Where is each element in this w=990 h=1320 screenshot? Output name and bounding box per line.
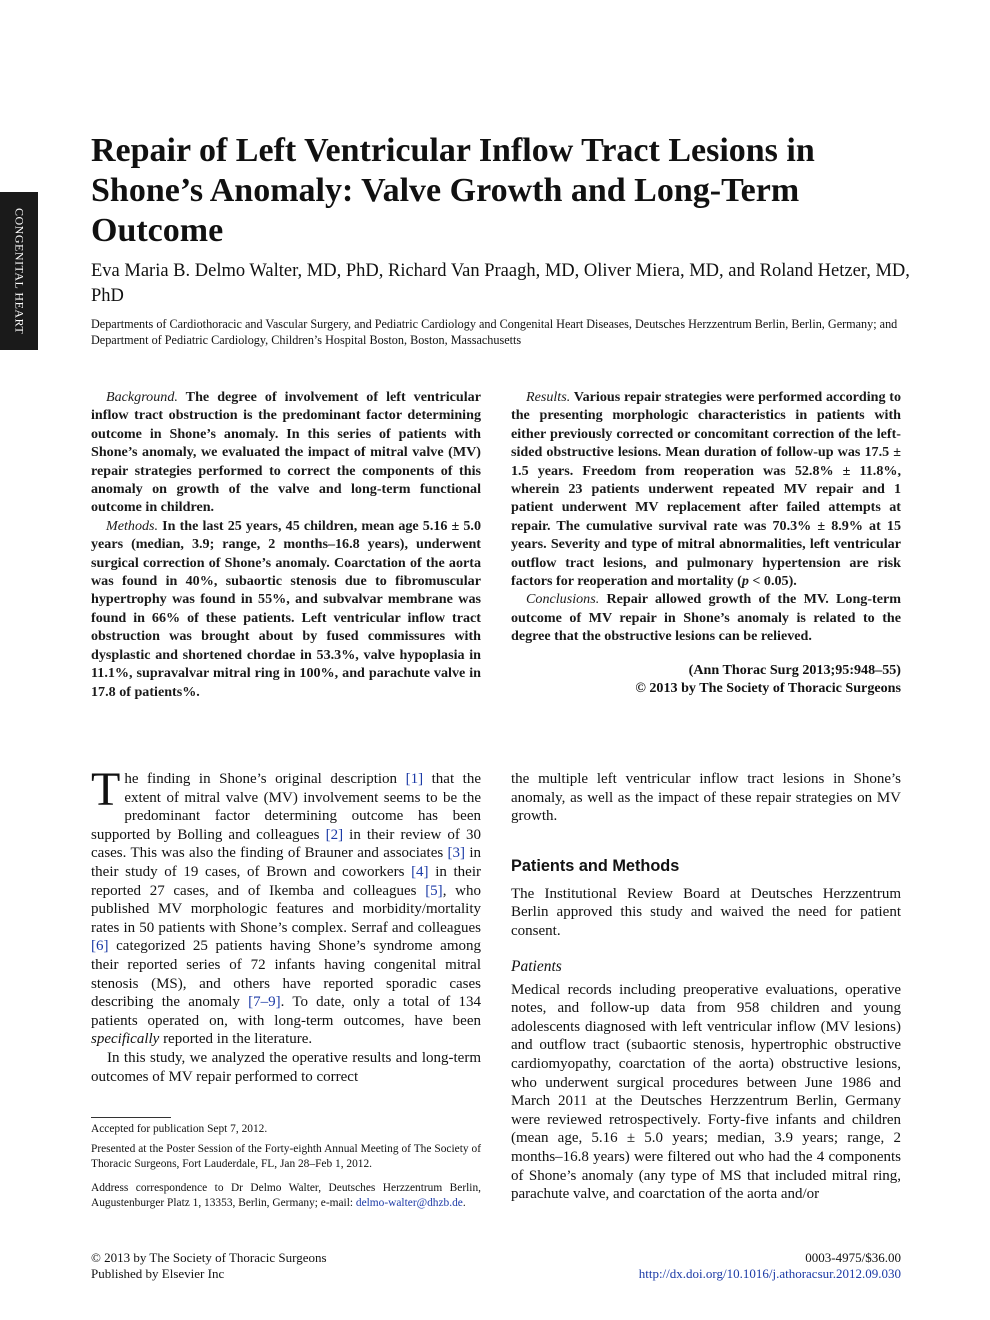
irb-paragraph: The Institutional Review Board at Deutsches Herzzentrum Berlin approved this study and waived the need for patient consent. [511,885,901,939]
results-text: Various repair strategies were performed according to the presenting morphologic characteristics in patients with either previously corrected or concomitant correction of the left-sided obstructive lesions. Mean duration of follow-up was 17.5 ± 1.5 years. Freedom from reoperation was 52.8% ± 11.8%, wherein 23 patients underwent repeated MV repair and 1 patient underwent MV replacement after failed attempts at repair. The cumulative survival rate was 70.3% ± 8.9% at 15 years. Severity and type of mitral abnormalities, left ventricular outflow tract lesions, and pulmonary hypertension are risk factors for reoperation and mortality ( [511,389,901,590]
citation-block [511,661,901,698]
conclusions-text: Repair allowed growth of the MV. Long-term outcome of MV repair in Shone’s anomaly is related to the degree that the obstructive lesions can be relieved. [511,591,901,645]
footer-issn: 0003-4975/$36.00 [805,1250,901,1265]
body-right-column [511,770,901,1204]
intro-paragraph-1: The finding in Shone’s original description [1] that the extent of mitral valve (MV) involvement seems to be the predominant factor determining outcome has been supported by Bolling and colleagues [2] in their review of 30 cases. This was also the finding of Brauner and associates [3] in their study of 19 cases, of Brown and coworkers [4] in their reported 27 cases, and of Ikemba and colleagues [5], who published MV morphologic features and morbidity/mortality rates in 50 patients with Shone’s complex. Serraf and colleagues [6] categorized 25 patients having Shone’s syndrome among their reported series of 72 infants having congenital mitral stenosis (MS), and others have reported sporadic cases describing the anomaly [7–9]. To date, only a total of 134 patients operated on, with long-term outcomes, have been specifically reported in the literature. [91,763,481,1048]
ref-link-4[interactable]: [4] [411,863,429,880]
abstract-conclusions [511,590,901,645]
article-title: Repair of Left Ventricular Inflow Tract Lesions in Shone’s Anomaly: Valve Growth and Long-Term Outcome [91,132,815,249]
doi-link[interactable]: http://dx.doi.org/10.1016/j.athoracsur.2012.09.030 [638,1266,901,1281]
intro-paragraph-2: In this study, we analyzed the operative results and long-term outcomes of MV repair performed to correct [91,1049,481,1085]
patients-paragraph: Medical records including preoperative evaluations, operative notes, and follow-up data from 958 children and young adolescents diagnosed with left ventricular inflow (MV lesions) and outflow tract (subaortic stenosis, hypertrophic obstructive cardiomyopathy, coarctation of the aorta) obstructive lesions, who underwent surgical procedures between June 1986 and March 2011 at the Deutsches Herzzentrum Berlin, Germany were reviewed retrospectively. Forty-five infants and children (mean age, 5.16 ± 5.0 years; median, 3.9 years; range, 2 months–16.8 years) were filtered out who had the 4 components of Shone’s anomaly (any type of MS that included mitral ring, parachute valve, and coarctation of the aorta and/or [511,981,901,1203]
section-heading-patients-methods: Patients and Methods [511,856,680,875]
ref-link-1[interactable]: [1] [405,771,424,787]
background-label: Background. [106,389,178,405]
abstract-methods [91,517,481,701]
methods-label: Methods. [106,517,159,534]
footnote-rule [91,1117,171,1118]
ref-link-7-9[interactable]: [7–9] [248,994,281,1011]
methods-text: In the last 25 years, 45 children, mean age 5.16 ± 5.0 years (median, 3.9; range, 2 months–16.8 years), underwent surgical correction of Shone’s anomaly. Coarctation of the aorta was found in 40%, subaortic stenosis due to fibromuscular hypertrophy was found in 55%, and subvalvar membrane was found in 66% of these patients. Left ventricular inflow tract obstruction was brought about by fused commissures with dysplastic and shortened chordae in 53.3%, valve hypoplasia in 11.1%, supravalvar mitral ring in 100%, and parachute valve in 17.8 of patients%. [91,517,481,700]
footnote-accepted: Accepted for publication Sept 7, 2012. [91,1123,268,1135]
intro-paragraph-2-continued: the multiple left ventricular inflow tract lesions in Shone’s anomaly, as well as the impact of these repair strategies on MV growth. [511,771,901,825]
drop-cap: T [91,763,121,816]
subsection-heading-patients: Patients [511,957,562,975]
footnote-address: Address correspondence to Dr Delmo Walter, Deutsches Herzzentrum Berlin, Augustenburger Platz 1, 13353, Berlin, Germany; e-mail: delmo-walter@dhzb.de. [91,1182,481,1210]
abstract-copyright: © 2013 by The Society of Thoracic Surgeons [635,680,901,697]
ref-link-5[interactable]: [5] [425,882,443,899]
footer-right [639,1250,901,1282]
p-value-symbol: p [741,573,749,590]
journal-citation: (Ann Thorac Surg 2013;95:948–55) [688,661,901,678]
email-link[interactable]: delmo-walter@dhzb.de [355,1197,463,1210]
footer-copyright: © 2013 by The Society of Thoracic Surgeons [91,1250,327,1265]
ref-link-2[interactable]: [2] [325,826,344,843]
footer-left [91,1250,327,1282]
ref-link-3[interactable]: [3] [447,845,466,862]
abstract-right-column [511,388,901,698]
results-text-end: < 0.05). [748,573,797,590]
ref-link-6[interactable]: [6] [91,938,109,955]
conclusions-label: Conclusions. [526,591,600,608]
background-text: The degree of involvement of left ventricular inflow tract obstruction is the predominant factor determining outcome in Shone’s anomaly. In this series of patients with Shone’s anomaly, we evaluated the impact of mitral valve (MV) repair strategies performed to correct the components of this anomaly on growth of the valve and long-term functional outcome in children. [91,389,481,516]
footer-publisher: Published by Elsevier Inc [91,1266,225,1281]
section-side-tab [0,192,38,350]
author-list: Eva Maria B. Delmo Walter, MD, PhD, Richard Van Praagh, MD, Oliver Miera, MD, and Roland Hetzer, MD, PhD [91,261,910,306]
results-label: Results. [526,389,571,405]
abstract-background [91,388,481,517]
body-left-column [91,763,481,1086]
abstract-results [511,388,901,590]
abstract-left-column [91,388,481,701]
side-tab-label: CONGENITAL HEART [12,207,27,335]
affiliation: Departments of Cardiothoracic and Vascular Surgery, and Pediatric Cardiology and Congenital Heart Diseases, Deutsches Herzzentrum Berlin, Berlin, Germany; and Department of Pediatric Cardiology, Children’s Hospital Boston, Boston, Massachusetts [91,317,898,347]
footnote-presented: Presented at the Poster Session of the Forty-eighth Annual Meeting of The Society of Thoracic Surgeons, Fort Lauderdale, FL, Jan 28–Feb 1, 2012. [91,1143,481,1171]
